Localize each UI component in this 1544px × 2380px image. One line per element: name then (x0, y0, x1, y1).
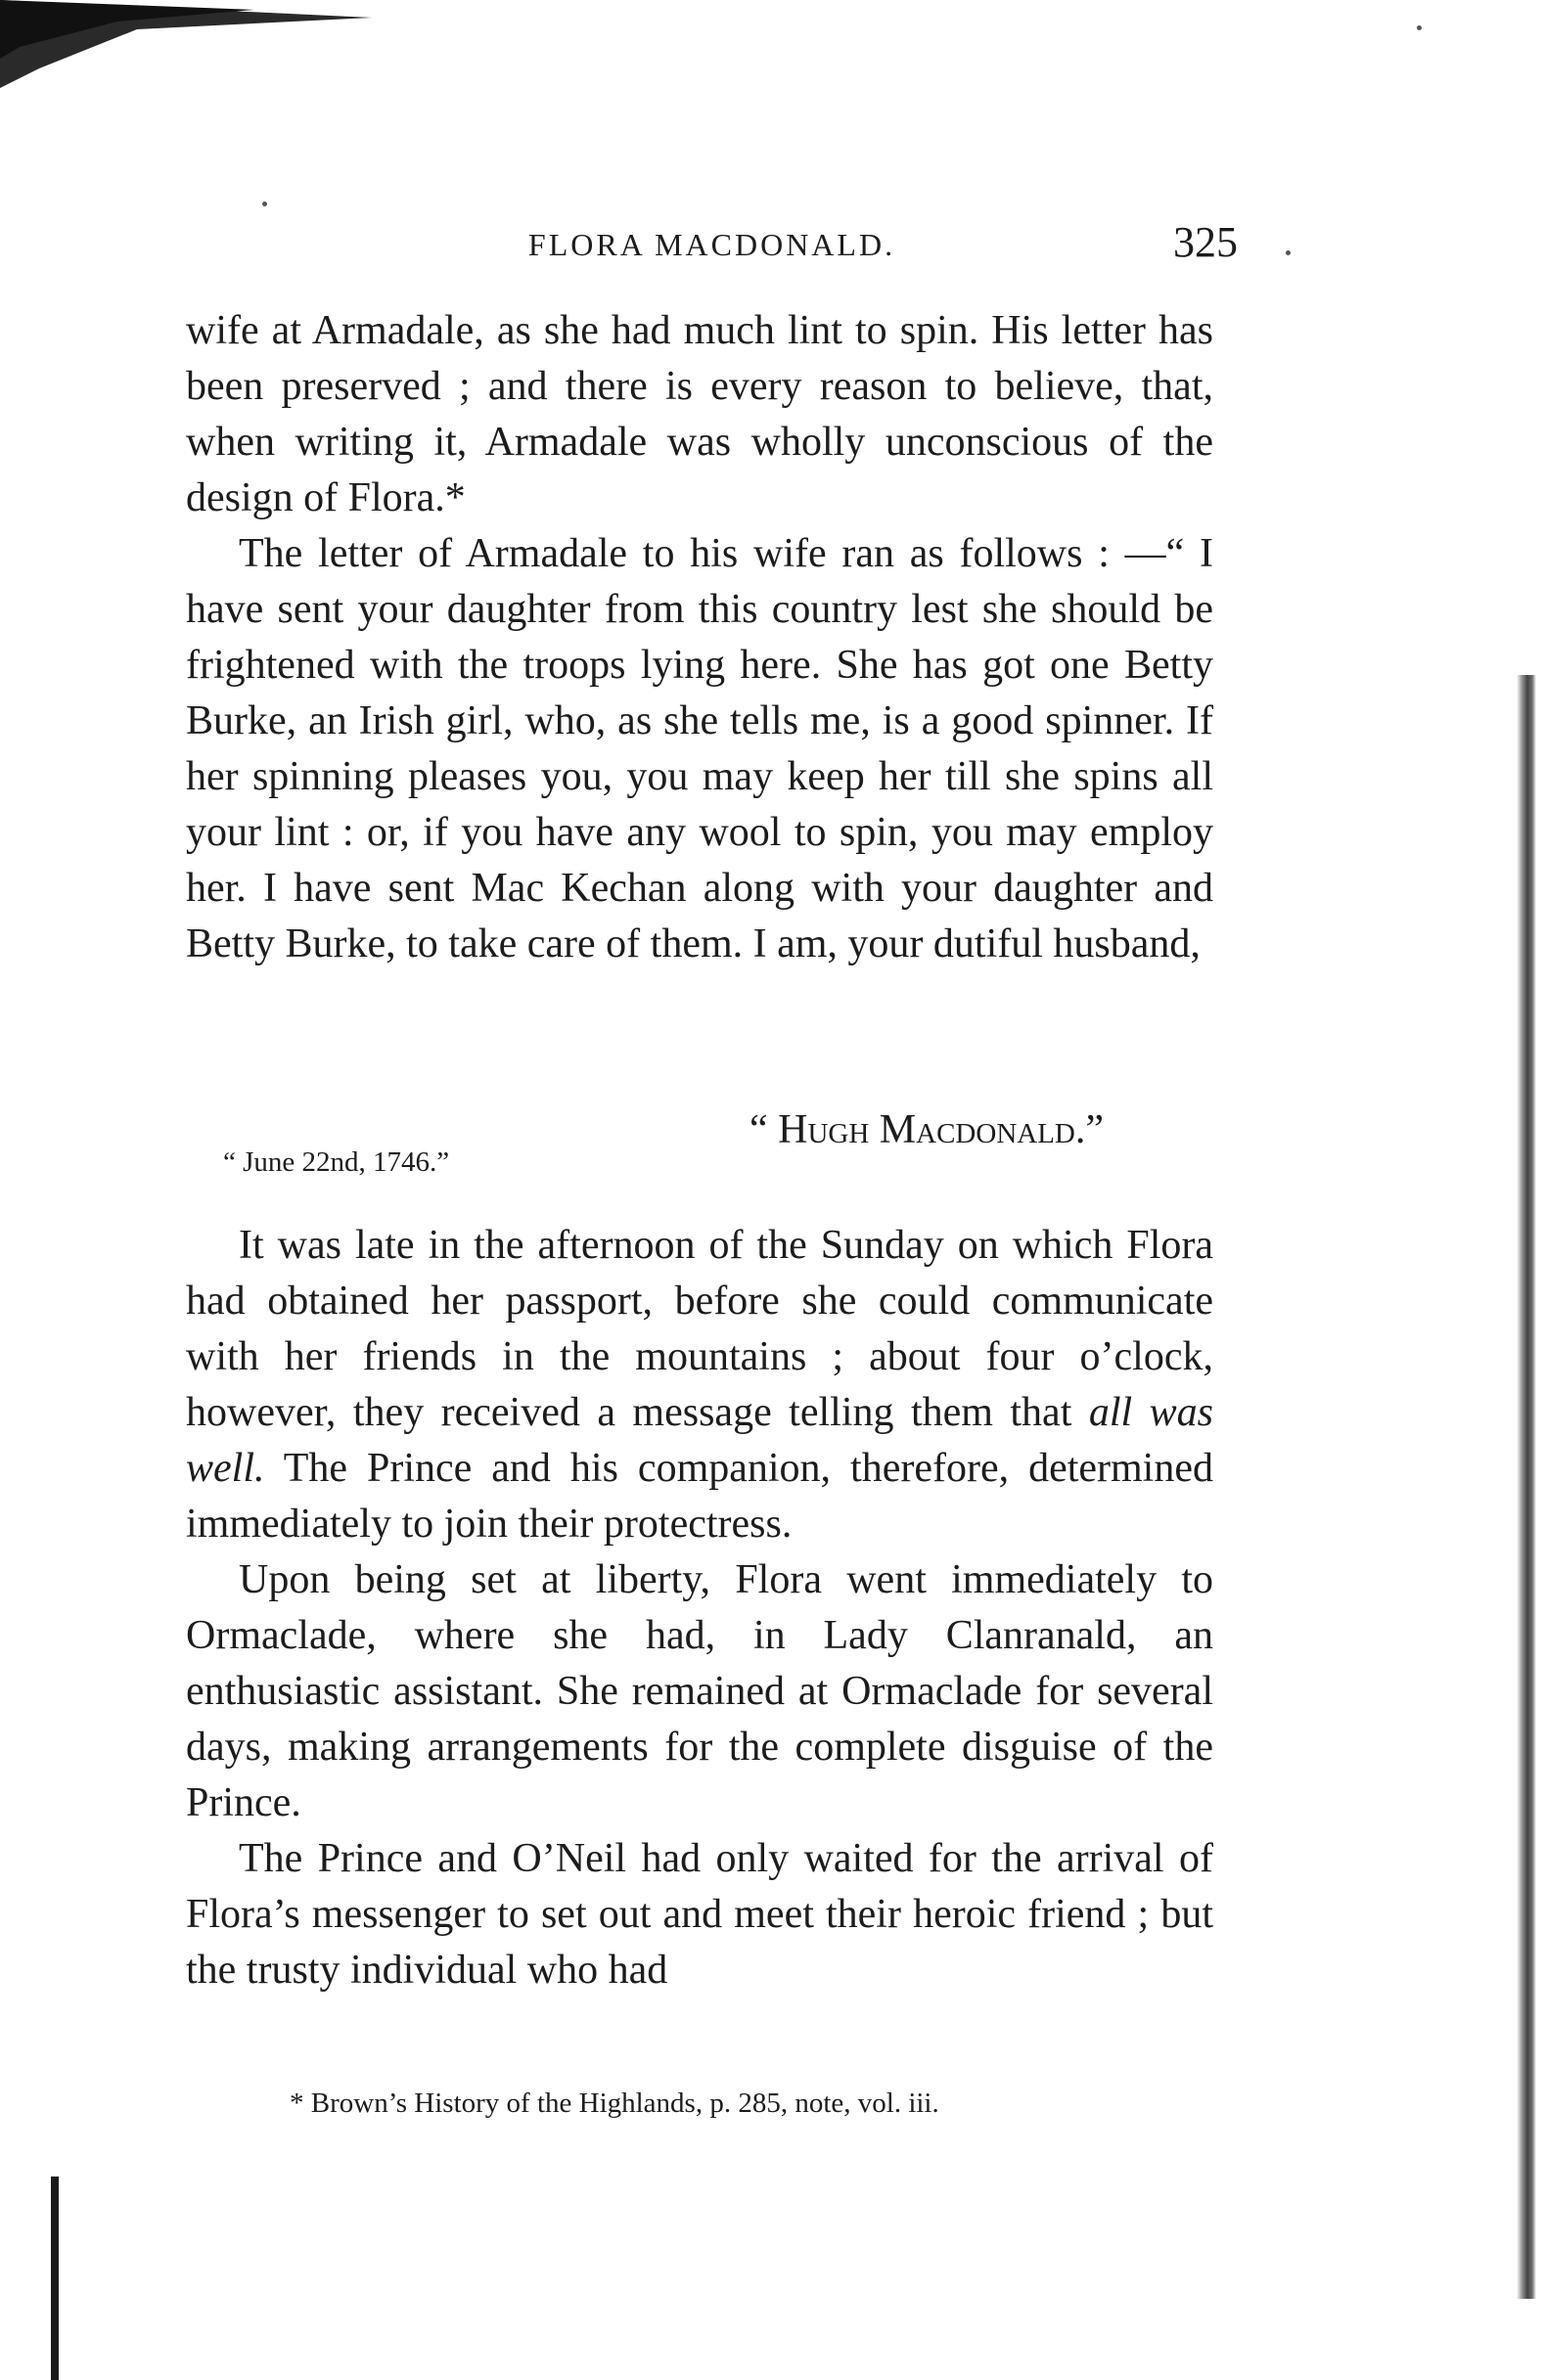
paragraph: Upon being set at liberty, Flora went immediately to Ormaclade, where she had, in Lady Clanranald, an enthusiastic assistant. She remained at Ormaclade for several days, making arrangements for the complete disguise of the Prince. (186, 1557, 1213, 1825)
paragraph-letter: The letter of Armadale to his wife ran as follows : —“ I have sent your daughter from this country lest she should be frightened with the troops lying here. She has got one Betty Burke, an Irish girl, who, as she tells me, is a good spinner. If her spinning pleases you, you may keep her till she spins all your lint : or, if you have any wool to spin, you may employ her. I have sent Mac Kechan along with your daughter and Betty Burke, to take care of them. I am, your dutiful husband, (186, 531, 1213, 966)
paragraph-text: The Prince and his companion, therefore, determined immediately to join their protectress. (186, 1446, 1213, 1547)
running-head (186, 217, 1238, 276)
paragraph: wife at Armadale, as she had much lint to spin. His letter has been preserved ; and there is every reason to believe, that, when writing it, Armadale was wholly unconscious of the design of Flora.* (186, 308, 1213, 520)
paragraph (186, 1218, 1213, 1552)
text-block-bottom (186, 1218, 1213, 1998)
paragraph: The Prince and O’Neil had only waited for the arrival of Flora’s messenger to set out and meet their heroic friend ; but the trusty individual who had (186, 1836, 1213, 1993)
letter-date: “ June 22nd, 1746.” (223, 1146, 450, 1178)
scan-binding-edge (1517, 675, 1536, 2299)
scan-speck (1286, 250, 1291, 255)
paragraph-text: It was late in the afternoon of the Sunday on which Flora had obtained her passport, before she could communicate with her friends in the mountains ; about four o’clock, however, they received a message telling them that (186, 1223, 1213, 1435)
scan-corner-mark (0, 0, 372, 88)
running-title: FLORA MACDONALD. (527, 227, 896, 262)
scan-left-edge (51, 2177, 59, 2380)
text-block-top (186, 303, 1213, 972)
scan-speck (262, 202, 267, 206)
page-number: 325 (1173, 218, 1238, 266)
letter-signature: “ Hugh Macdonald.” (749, 1107, 1105, 1152)
scan-speck (1417, 25, 1422, 30)
footnote: * Brown’s History of the Highlands, p. 285, note, vol. iii. (290, 2088, 939, 2119)
italic-phrase: all was well. (186, 1390, 1214, 1491)
